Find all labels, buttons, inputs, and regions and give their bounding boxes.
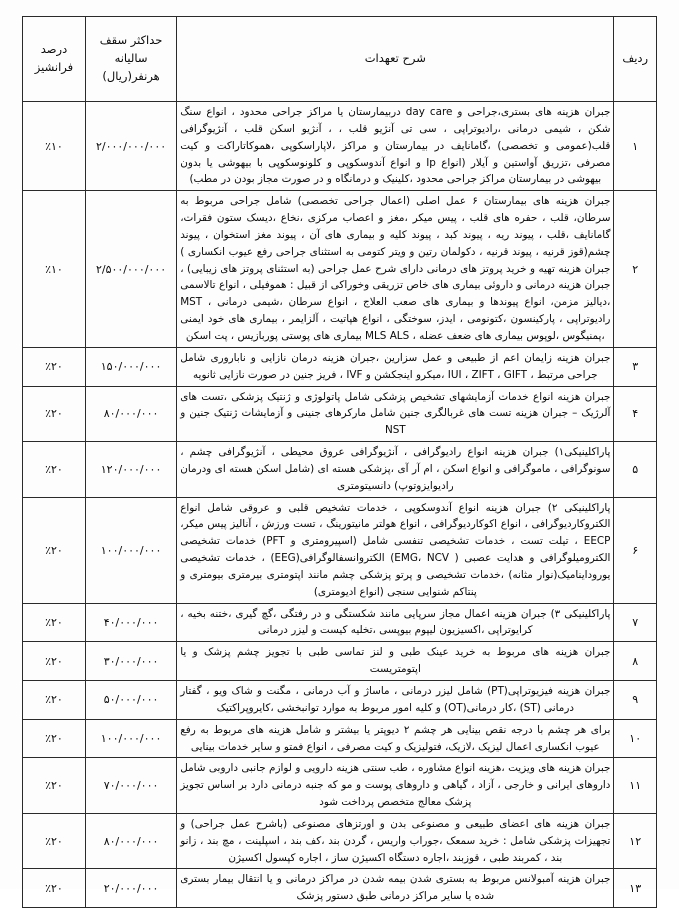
column-header-franchise-line1: درصد <box>40 42 68 57</box>
column-header-description-label: شرح تعهدات <box>364 51 426 66</box>
cell-franchise-percent: ٪۲۰ <box>23 758 86 814</box>
cell-row-number: ۵ <box>614 442 657 498</box>
cell-description: جبران هزینه آمبولانس مربوط به بستری شدن بیمه شدن در مراکز درمانی و یا انتقال بیمار بستری شده یا سایر مراکز درمانی طبق دستور پزشک <box>177 869 614 908</box>
cell-description: پاراکلینیکی ۳) جبران هزینه اعمال مجاز سرپایی مانند شکستگی و در رفتگی ،گچ گیری ،ختنه بخیه ، کرایوتراپی ،اکسیزیون لیپوم بیوپسی ،تخلیه کیست و لیزر درمانی <box>177 603 614 642</box>
cell-annual-ceiling: ۴۰/۰۰۰/۰۰۰ <box>85 603 176 642</box>
cell-franchise-percent: ٪۲۰ <box>23 497 86 603</box>
cell-row-number: ۱۱ <box>614 758 657 814</box>
column-header-description <box>177 17 614 102</box>
table-row <box>23 642 657 681</box>
cell-row-number: ۱۰ <box>614 719 657 758</box>
cell-annual-ceiling: ۲/۵۰۰/۰۰۰/۰۰۰ <box>85 191 176 348</box>
table-row <box>23 758 657 814</box>
cell-description: جبران هزینه های مربوط به خرید عینک طبی و لنز تماسی طبی با تجویز چشم پزشک و یا اپتومتریست <box>177 642 614 681</box>
table-row <box>23 442 657 498</box>
cell-description: جبران هزینه های بیمارستان ۶ عمل اصلی (اعمال جراحی تخصصی) شامل جراحی مربوط به سرطان، قلب ، حفره های قلب ، پیس میکر ،مغز و اعصاب مرکزی ،نخاع ،دیسک ستون فقرات، گامانایف ،قلب ، پیوند ریه ، پیوند کبد ، پیوند کلیه و بیماری های آن ، پیوند مغز استخوان ، پیوند چشم(قوز قرنیه ، پیوند قرنیه ، دکولمان رتین و ویتر کتومی به استثنای جراحی رفع عیوب انکساری ) جبران هزینه تهیه و خرید پروتز های درمانی دارای شرح عمل جراحی (به استثنای پروتز های زیبایی) ، جبران هزینه درمانی و داروئی بیماری های خاص تزریقی وخوراکی از قبیل : هموفیلی ، انواع تالاسمی ،دیالیز مزمن، انواع پیوندها و بیماری های صعب العلاج ، انواع سرطان ،شیمی درمانی ، MST رادیوتراپی ، پارکینسون ،کتونومی ، ایدز، سوختگی ، انواع هپاتیت ، آلزایمر ، بیماری های خود ایمنی ،پمنیگوس ،لوپوس بیماری های ضعف عضله ، MLS ALS بیماری های پوستی پوربازیس ، پت اسکن <box>177 191 614 348</box>
column-header-franchise-percent <box>23 17 86 102</box>
cell-franchise-percent: ٪۲۰ <box>23 681 86 720</box>
cell-franchise-percent: ٪۲۰ <box>23 813 86 869</box>
cell-description: جبران هزینه زایمان اعم از طبیعی و عمل سزارین ،جبران هزینه درمان نازایی و ناباروری شامل جراحی مرتبط ، IUI ، ZIFT ، GIFT ،میکرو اینجکشن و IVF ، فریز جنین در صورت نازایی ثانویه <box>177 347 614 386</box>
table-row <box>23 603 657 642</box>
table-row <box>23 813 657 869</box>
cell-annual-ceiling: ۵۰/۰۰۰/۰۰۰ <box>85 681 176 720</box>
cell-description: برای هر چشم با درجه نقص بینایی هر چشم ۲ دیوپتر یا بیشتر و شامل هزینه های مربوط به رفع عیوب انکساری اعمال لیزیک ،لازیک، فتولیزیک و کیت مصرفی ، انواع فمتو و سایر خدمات بینایی <box>177 719 614 758</box>
commitments-table <box>22 16 657 908</box>
column-header-franchise-line2: فرانشیز <box>34 60 74 74</box>
cell-franchise-percent: ٪۲۰ <box>23 603 86 642</box>
column-header-ceiling-line1: حداکثر سقف <box>99 33 163 48</box>
cell-row-number: ۱۳ <box>614 869 657 908</box>
cell-row-number: ۸ <box>614 642 657 681</box>
cell-franchise-percent: ٪۲۰ <box>23 642 86 681</box>
cell-description: پاراکلینیکی۱) جبران هزینه انواع رادیوگرافی ، آنژیوگرافی عروق محیطی ، آنژیوگرافی چشم ، سونوگرافی ، ماموگرافی و انواع اسکن ، ام آر آی ،پزشکی هسته ای (شامل اسکن هسته ای ودرمان رادیوایزوتوپ) دانسیتومتری <box>177 442 614 498</box>
cell-row-number: ۶ <box>614 497 657 603</box>
cell-annual-ceiling: ۱۵۰/۰۰۰/۰۰۰ <box>85 347 176 386</box>
column-header-row-number-label: ردیف <box>622 51 649 66</box>
cell-annual-ceiling: ۲۰/۰۰۰/۰۰۰ <box>85 869 176 908</box>
cell-franchise-percent: ٪۱۰ <box>23 191 86 348</box>
cell-description: جبران هزینه انواع خدمات آزمایشهای تشخیص پزشکی شامل پاتولوژی و ژنتیک پزشکی ،تست های آلرژیک – جبران هزینه تست های غربالگری جنین شامل مارکرهای جنینی و آزمایشات ژنتیک جنین و NST <box>177 386 614 442</box>
table-row <box>23 497 657 603</box>
table-row <box>23 191 657 348</box>
cell-franchise-percent: ٪۲۰ <box>23 347 86 386</box>
header-row <box>23 17 657 102</box>
cell-description: جبران هزینه های اعضای طبیعی و مصنوعی بدن و اورتزهای مصنوعی (باشرح عمل جراحی) و تجهیزات پزشکی شامل : خرید سمعک ،جوراب واریس ، گردن بند ،کف بند ، اسپلینت ، مچ بند ، زانو بند ، کمربند طبی ، قوزبند ،اجاره دستگاه اکسیژن ساز ، اجاره کپسول اکسیژن <box>177 813 614 869</box>
cell-row-number: ۱ <box>614 102 657 191</box>
cell-row-number: ۲ <box>614 191 657 348</box>
cell-row-number: ۴ <box>614 386 657 442</box>
cell-annual-ceiling: ۱۰۰/۰۰۰/۰۰۰ <box>85 719 176 758</box>
cell-annual-ceiling: ۱۰۰/۰۰۰/۰۰۰ <box>85 497 176 603</box>
cell-row-number: ۱۲ <box>614 813 657 869</box>
cell-annual-ceiling: ۷۰/۰۰۰/۰۰۰ <box>85 758 176 814</box>
table-row <box>23 102 657 191</box>
cell-row-number: ۳ <box>614 347 657 386</box>
cell-annual-ceiling: ۲/۰۰۰/۰۰۰/۰۰۰ <box>85 102 176 191</box>
table-row <box>23 869 657 908</box>
table-body <box>23 102 657 908</box>
cell-annual-ceiling: ۱۲۰/۰۰۰/۰۰۰ <box>85 442 176 498</box>
table-row <box>23 719 657 758</box>
column-header-row-number <box>614 17 657 102</box>
table-row <box>23 386 657 442</box>
cell-franchise-percent: ٪۲۰ <box>23 869 86 908</box>
cell-description: پاراکلینیکی ۲) جبران هزینه انواع آندوسکوپی ، خدمات تشخیص قلبی و عروقی شامل انواع الکتروکاردیوگرافی ، انواع اکوکاردیوگرافی ، انواع هولتر مانیتورینگ ، تست ورزش ، آنالیز پیس میکر، EECP ، تیلت تست ، خدمات تشخیصی تنفسی شامل (اسپیرومتری و PFT) خدمات تشخیصی الکترومیلوگرافی و هدایت عصبی ( EMG، NCV) الکتروانسفالوگرافی(EEG) ، خدمات تشخیصی یوروداینامیک(نوار مثانه) ،خدمات تشخیصی و پرتو پزشکی چشم مانند اپتومتری بیرمتری بیومتری و پنتاکم شنوایی سنجی (انواع ادیومتری) <box>177 497 614 603</box>
column-header-ceiling-line3: هرنفر(ریال) <box>102 68 160 83</box>
cell-franchise-percent: ٪۲۰ <box>23 386 86 442</box>
cell-franchise-percent: ٪۱۰ <box>23 102 86 191</box>
column-header-ceiling-line2: سالیانه <box>114 51 148 66</box>
cell-annual-ceiling: ۸۰/۰۰۰/۰۰۰ <box>85 813 176 869</box>
cell-franchise-percent: ٪۲۰ <box>23 442 86 498</box>
column-header-annual-ceiling <box>85 17 176 102</box>
table-row <box>23 347 657 386</box>
table-header <box>23 17 657 102</box>
cell-franchise-percent: ٪۲۰ <box>23 719 86 758</box>
cell-description: جبران هزینه فیزیوتراپی(PT) شامل لیزر درمانی ، ماساژ و آب درمانی ، مگنت و شاک ویو ، گفتار درمانی (ST) ،کار درمانی(OT) و کلیه امور مربوط به موارد توانبخشی ،کایروپراکتیک <box>177 681 614 720</box>
cell-description: جبران هزینه های ویزیت ،هزینه انواع مشاوره ، طب سنتی هزینه دارویی و لوازم جانبی داروبی شامل داروهای ایرانی و خارجی ، آزاد ، گیاهی و داروهای پوست و مو که جنبه درمانی دارد بر اساس تجویز پزشک معالج متخصص پرداخت شود <box>177 758 614 814</box>
cell-description: جبران هزینه های بستری،جراحی و day care دربیمارستان یا مراکز جراحی محدود ، انواع سنگ شکن ، شیمی درمانی ،رادیوتراپی ، سی تی آنژیو قلب ، ، آنژیو اسکن قلب ، آنژیوگرافی قلب(عمومی و تخصصی) ،گامانایف در بیمارستان و مراکز ،لاپاراسکوپی ،هموکاتاراکت و کیت مصرفی ،تزریق آواستین و آیلار (انواع Ip و انواع آندوسکوپی و کلونوسکوپی با بیهوشی یا بدون بیهوشی در بیمارستان مراکز جراحی محدود ،کلینیک و درمانگاه و در صورت مجاز بودن در مطب) <box>177 102 614 191</box>
table-row <box>23 681 657 720</box>
cell-annual-ceiling: ۳۰/۰۰۰/۰۰۰ <box>85 642 176 681</box>
cell-row-number: ۹ <box>614 681 657 720</box>
cell-annual-ceiling: ۸۰/۰۰۰/۰۰۰ <box>85 386 176 442</box>
cell-row-number: ۷ <box>614 603 657 642</box>
